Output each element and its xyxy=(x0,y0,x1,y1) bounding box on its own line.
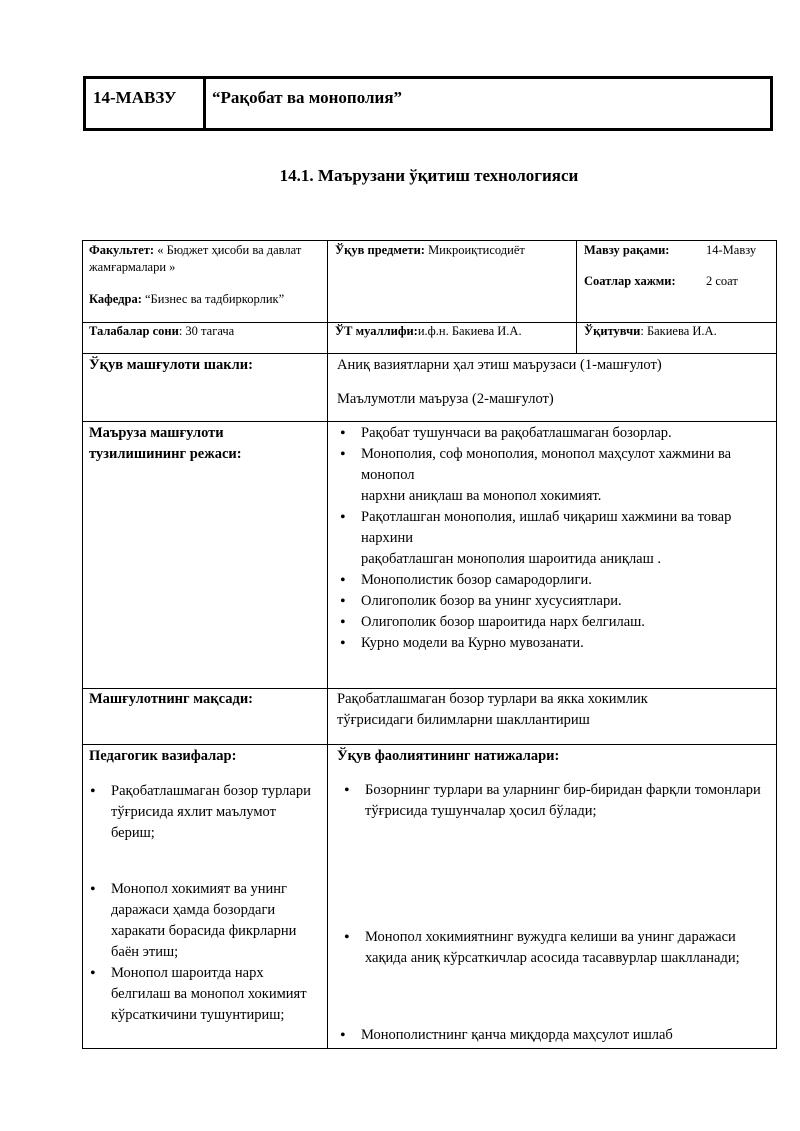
faculty-value: « Бюджет ҳисоби ва давлат жамғармалари » xyxy=(89,243,302,274)
teacher-cell xyxy=(584,323,717,340)
topic-header-box xyxy=(83,76,773,131)
results-list-3 xyxy=(337,1025,767,1046)
topic-no-label: Мавзу рақами: xyxy=(584,243,670,257)
students-label: Талабалар сони xyxy=(89,324,179,338)
plan-item: • Рақотлашган монополия, ишлаб чиқариш хажмини ва товар нархини рақобатлашган монополия шароитида аниқлаш . xyxy=(337,507,767,570)
teacher-value: : Бакиева И.А. xyxy=(640,324,717,338)
tasks-list-2 xyxy=(87,879,323,1026)
teacher-label: Ўқитувчи xyxy=(584,324,641,338)
department-label: Кафедра: xyxy=(89,292,142,306)
subject-label: Ўқув предмети: xyxy=(335,243,425,257)
faculty-label: Факультет: xyxy=(89,243,155,257)
tasks-label: Педагогик вазифалар: xyxy=(89,748,237,764)
department-cell xyxy=(89,291,324,308)
results-label: Ўқув фаолиятининг натижалари: xyxy=(337,748,560,764)
plan-item: • Олигополик бозор шароитида нарх белгилаш. xyxy=(337,612,767,633)
topic-name: “Рақобат ва монополия” xyxy=(212,88,403,107)
task-item: • Монопол шароитда нарх белгилаш ва монопол хокимият кўрсаткичини тушунтириш; xyxy=(87,963,323,1026)
plan-item: • Монополия, соф монополия, монопол маҳсулот хажмини ва монопол нархни аниқлаш ва монопол хокимият. xyxy=(337,444,767,507)
goal-text: Рақобатлашмаган бозор турлари ва якка хокимлик тўғрисидаги билимларни шакллантириш xyxy=(337,691,648,728)
author-value: и.ф.н. Бакиева И.А. xyxy=(417,324,522,338)
hours-value: 2 соат xyxy=(706,274,738,288)
form-line-1: Аниқ вазиятларни ҳал этиш маърузаси (1-машғулот) xyxy=(337,357,662,373)
plan-item: • Рақобат тушунчаси ва рақобатлашмаган бозорлар. xyxy=(337,423,767,444)
department-value: “Бизнес ва тадбиркорлик” xyxy=(141,292,285,306)
author-cell xyxy=(335,323,522,340)
result-item: • Монопол хокимиятнинг вужудга келиши ва унинг даражаси хақида аниқ кўрсаткичлар асосида тасаввурлар шаклланади; xyxy=(341,927,771,969)
hours-label: Соатлар хажми: xyxy=(584,274,676,288)
author-label: ЎТ муаллифи: xyxy=(335,324,418,338)
goal-label: Машғулотнинг мақсади: xyxy=(89,691,254,707)
form-line-2: Маълумотли маъруза (2-машғулот) xyxy=(337,391,554,407)
result-item: • Бозорнинг турлари ва уларнинг бир-биридан фарқли томонлари тўғрисида тушунчалар ҳосил бўлади; xyxy=(341,780,761,822)
plan-item: • Монополистик бозор самародорлиги. xyxy=(337,570,767,591)
task-item: • Монопол хокимият ва унинг даражаси ҳамда бозордаги харакати борасида фикрларни баён этиш; xyxy=(87,879,323,963)
subject-value: Микроиқтисодиёт xyxy=(424,243,525,257)
subject-cell xyxy=(335,242,573,259)
results-list xyxy=(341,780,761,822)
plan-label: Маъруза машғулоти тузилишининг режаси: xyxy=(89,425,242,462)
topic-number: 14-МАВЗУ xyxy=(93,88,177,107)
topic-no-value: 14-Мавзу xyxy=(706,243,757,257)
students-value: : 30 тагача xyxy=(178,324,235,338)
faculty-cell xyxy=(89,242,324,276)
section-title: 14.1. Маърузани ўқитиш технологияси xyxy=(279,166,579,185)
task-item: • Рақобатлашмаган бозор турлари тўғрисида яхлит маълумот бериш; xyxy=(87,781,315,844)
form-label: Ўқув машғулоти шакли: xyxy=(89,357,253,373)
plan-item: • Олигополик бозор ва унинг хусусиятлари. xyxy=(337,591,767,612)
students-cell xyxy=(89,323,234,340)
plan-item: • Курно модели ва Курно мувозанати. xyxy=(337,633,767,654)
result-item: • Монополистнинг қанча миқдорда маҳсулот ишлаб xyxy=(337,1025,767,1046)
tasks-list xyxy=(87,781,315,844)
plan-list xyxy=(337,423,767,654)
results-list-2 xyxy=(341,927,771,969)
